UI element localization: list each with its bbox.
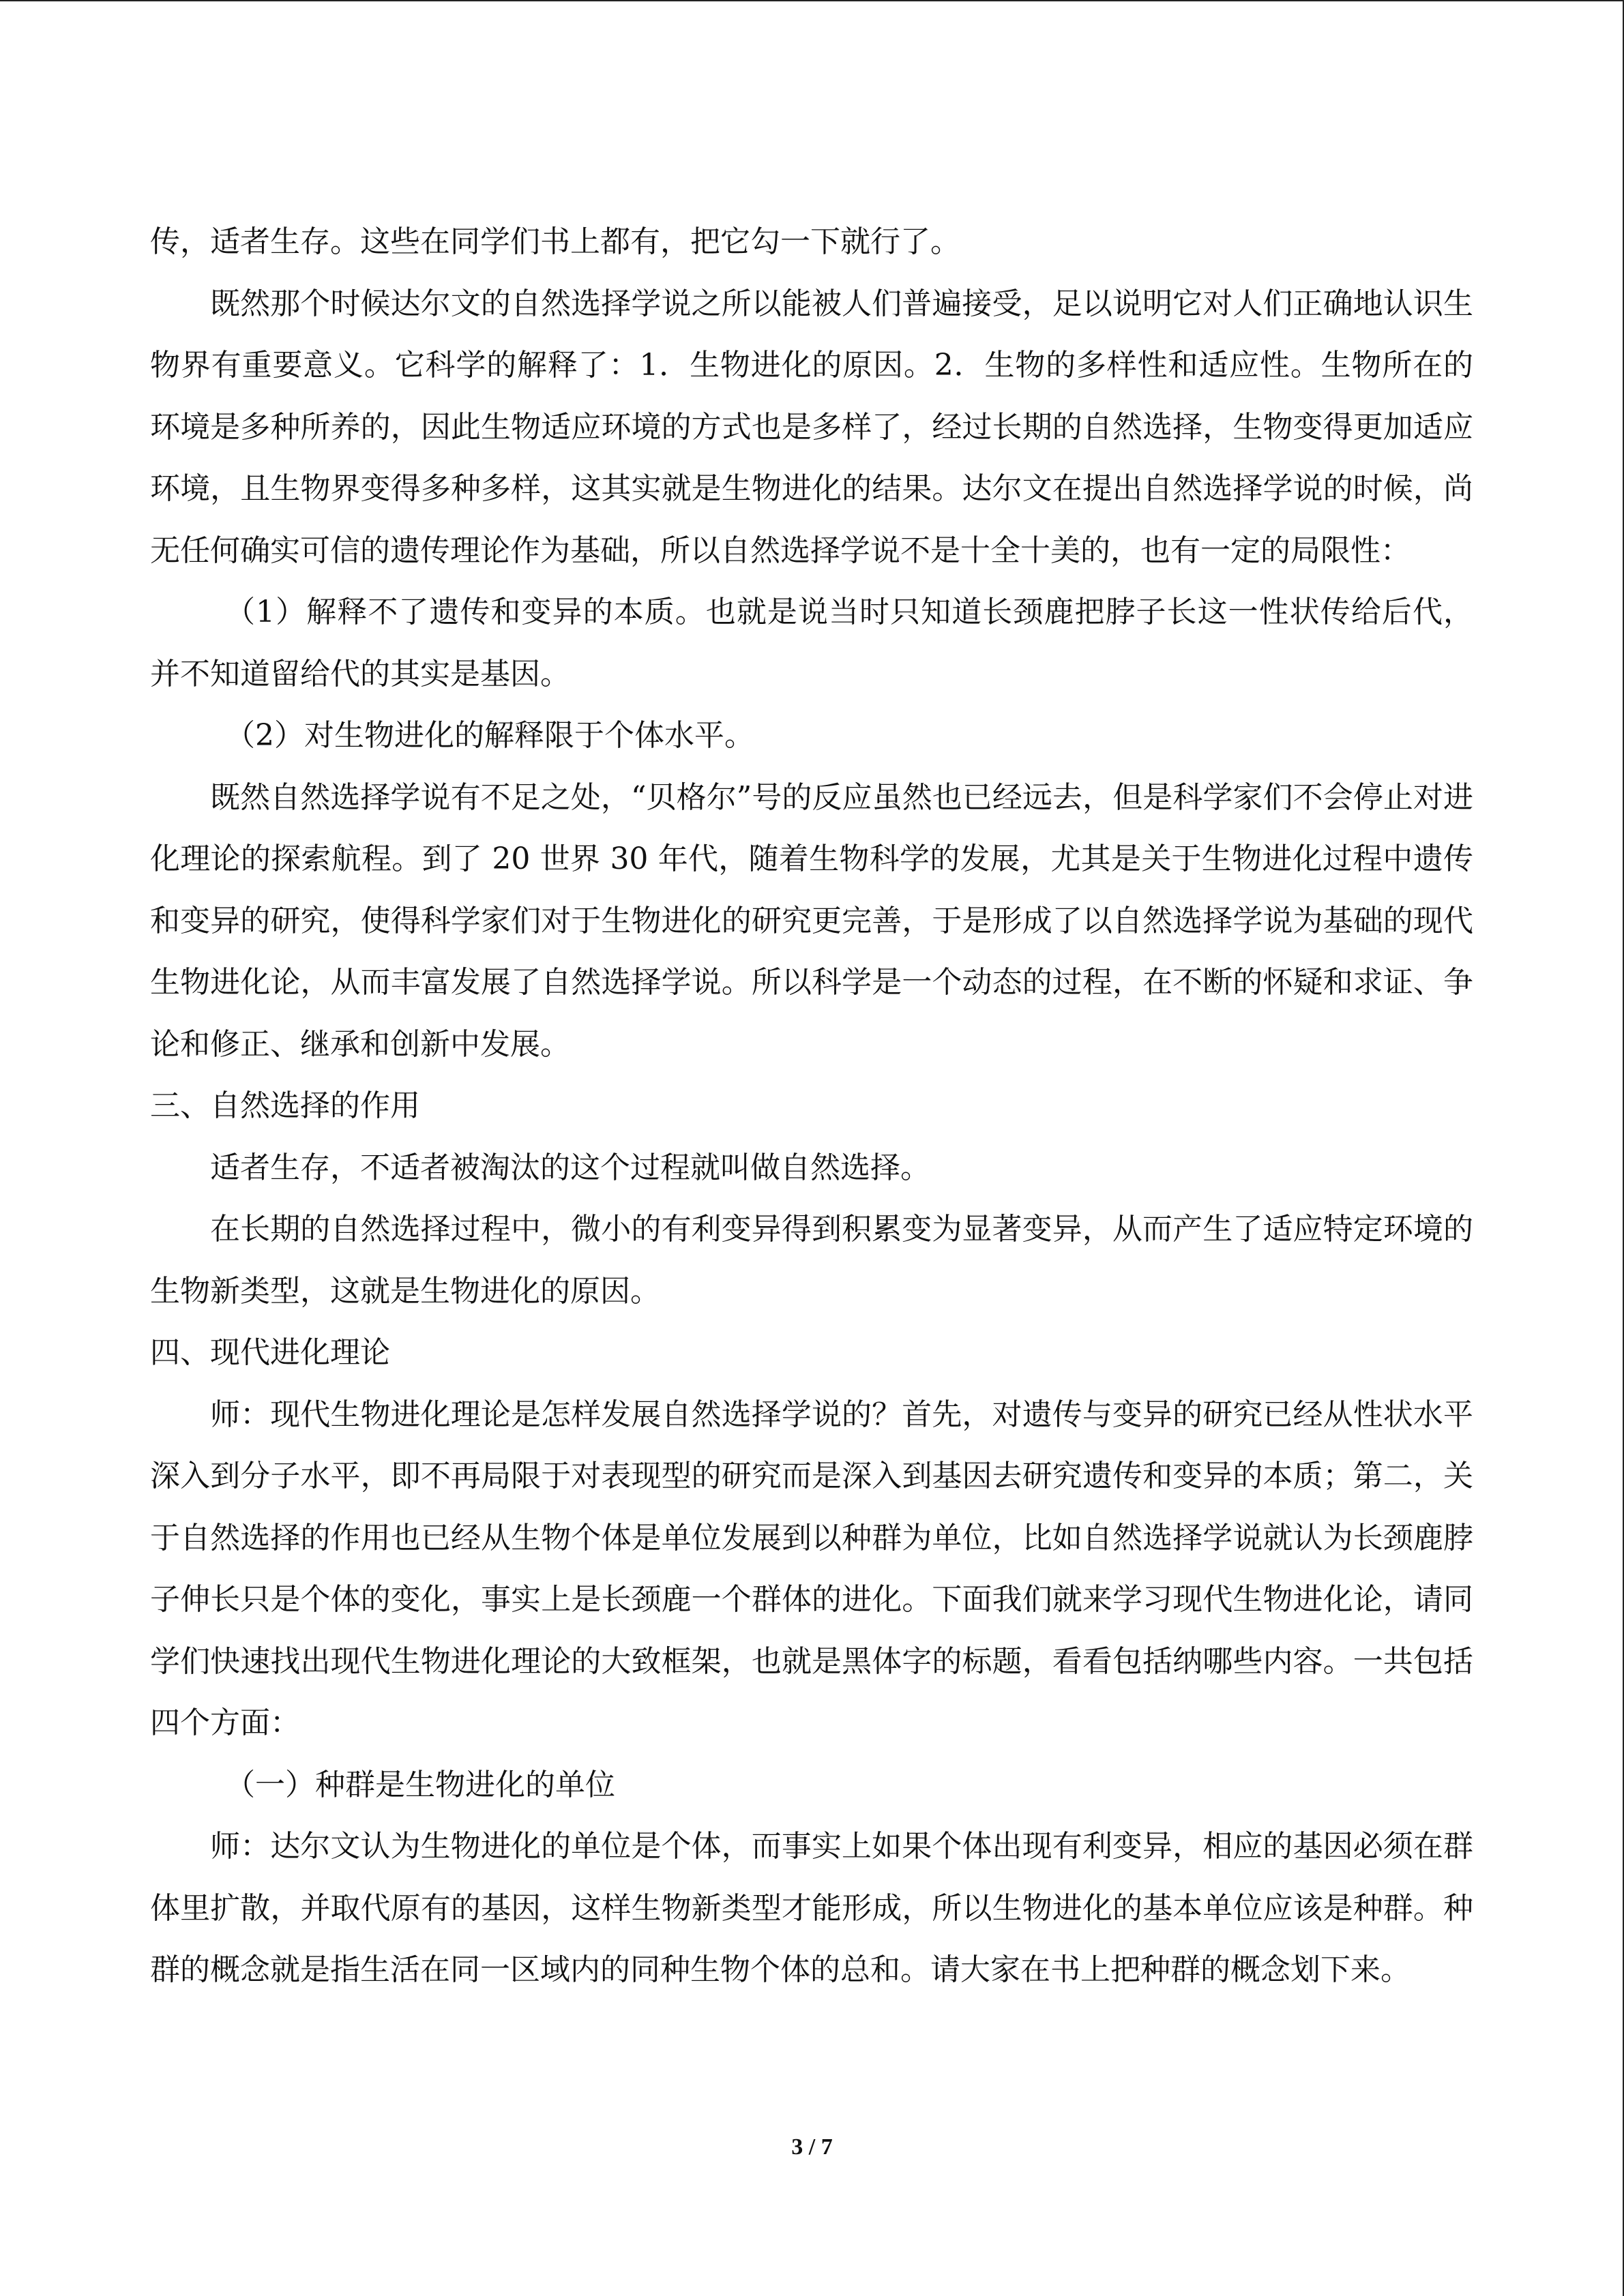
paragraph-modern-theory-intro: 师：现代生物进化理论是怎样发展自然选择学说的？首先，对遗传与变异的研究已经从性状水平深入到分子水平，即不再局限于对表现型的研究而是深入到基因去研究遗传和变异的本质；第二，关于自然选择的作用也已经从生物个体是单位发展到以种群为单位，比如自然选择学说就认为长颈鹿脖子伸长只是个体的变化，事实上是长颈鹿一个群体的进化。下面我们就来学习现代生物进化论，请同学们快速找出现代生物进化理论的大致框架，也就是黑体字的标题，看看包括纳哪些内容。一共包括四个方面： — [150, 1397, 1473, 1740]
paragraph-survival-of-fittest: 适者生存，不适者被淘汰的这个过程就叫做自然选择。 — [210, 1150, 930, 1185]
page-number: 3 / 7 — [791, 2134, 833, 2160]
paragraph-limitation-1: （1）解释不了遗传和变异的本质。也就是说当时只知道长颈鹿把脖子长这一性状传给后代，并不知道留给代的其实是基因。 — [150, 595, 1473, 691]
paragraph-limitation-2: （2）对生物进化的解释限于个体水平。 — [225, 718, 754, 753]
section-heading-natural-selection: 三、自然选择的作用 — [150, 1088, 420, 1123]
paragraph-population-definition: 师：达尔文认为生物进化的单位是个体，而事实上如果个体出现有利变异，相应的基因必须在群体里扩散，并取代原有的基因，这样生物新类型才能形成，所以生物进化的基本单位应该是种群。种群的概念就是指生活在同一区域内的同种生物个体的总和。请大家在书上把种群的概念划下来。 — [150, 1829, 1473, 1987]
section-heading-modern-theory: 四、现代进化理论 — [150, 1335, 390, 1370]
paragraph-evolution-cause: 在长期的自然选择过程中，微小的有利变异得到积累变为显著变异，从而产生了适应特定环境的生物新类型，这就是生物进化的原因。 — [150, 1212, 1473, 1309]
paragraph-darwin-acceptance: 既然那个时候达尔文的自然选择学说之所以能被人们普遍接受，足以说明它对人们正确地认识生物界有重要意义。它科学的解释了：1．生物进化的原因。2．生物的多样性和适应性。生物所在的环境是多种所养的，因此生物适应环境的方式也是多样了，经过长期的自然选择，生物变得更加适应环境，且生物界变得多种多样，这其实就是生物进化的结果。达尔文在提出自然选择学说的时候，尚无任何确实可信的遗传理论作为基础，所以自然选择学说不是十全十美的，也有一定的局限性： — [150, 286, 1473, 568]
paragraph-continuation: 传，适者生存。这些在同学们书上都有，把它勾一下就行了。 — [150, 224, 960, 259]
subheading-population-unit: （一）种群是生物进化的单位 — [225, 1767, 615, 1802]
document-body — [150, 211, 1473, 2001]
paragraph-modern-synthesis: 既然自然选择学说有不足之处，“贝格尔”号的反应虽然也已经远去，但是科学家们不会停止对进化理论的探索航程。到了 20 世界 30 年代，随着生物科学的发展，尤其是关于生物进化过程中遗传和变异的研究，使得科学家们对于生物进化的研究更完善，于是形成了以自然选择学说为基础的现代生物进化论，从而丰富发展了自然选择学说。所以科学是一个动态的过程，在不断的怀疑和求证、争论和修正、继承和创新中发展。 — [150, 779, 1473, 1062]
